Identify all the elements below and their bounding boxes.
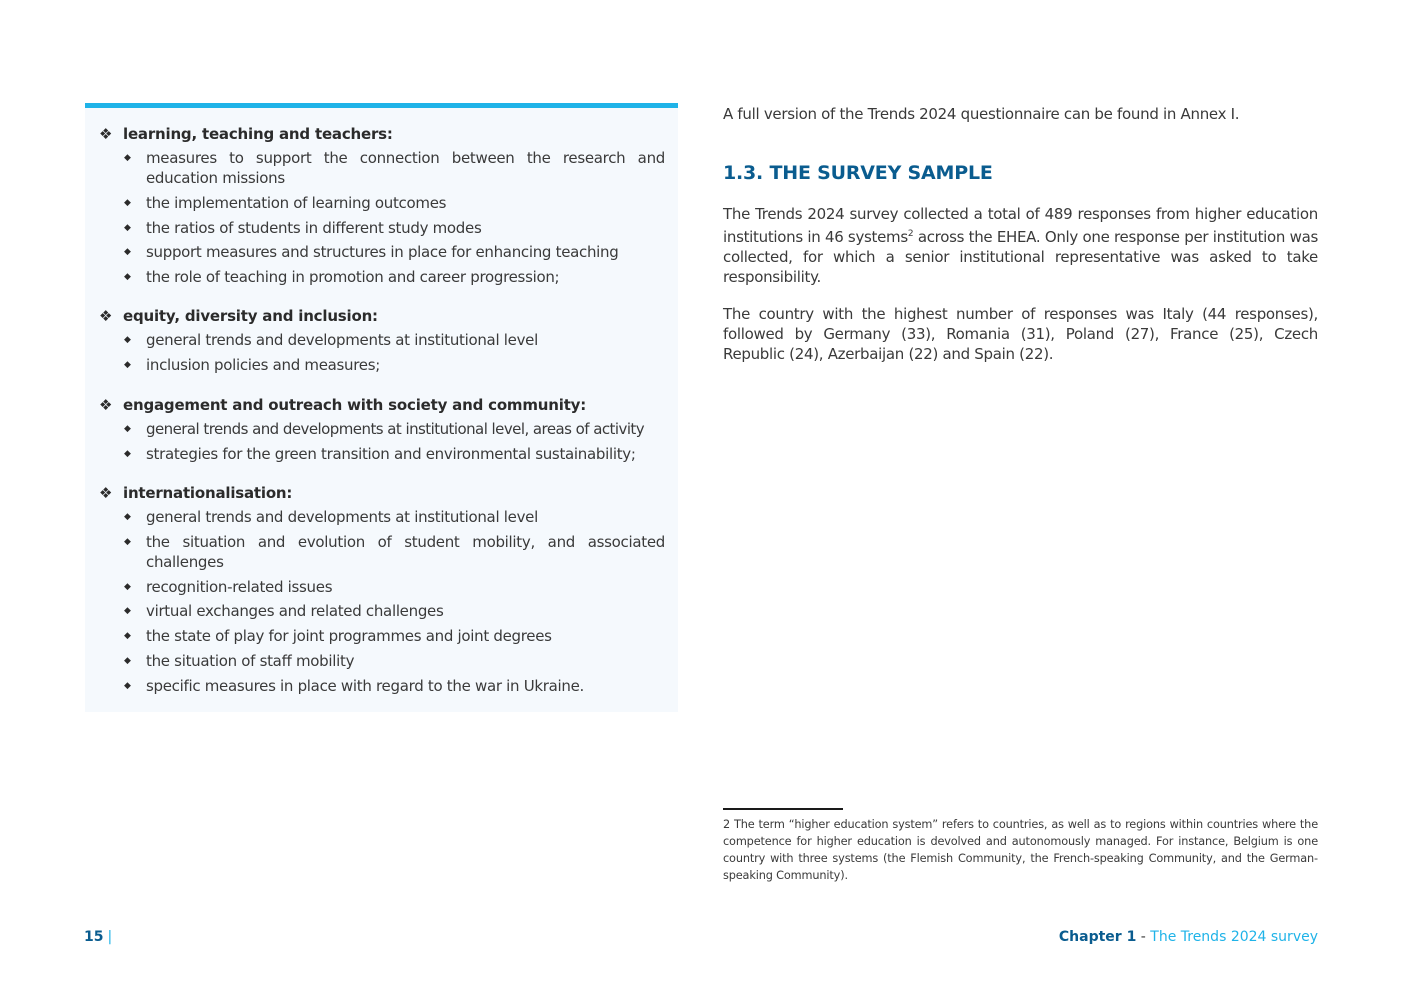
page-separator: | <box>107 929 113 945</box>
diamond-bullet-icon: ◆ <box>124 512 131 522</box>
list-item: ◆ recognition-related issues <box>124 577 333 596</box>
topic-section-learning <box>99 124 665 292</box>
intro-paragraph-block <box>723 104 1318 124</box>
list-item: ◆ the implementation of learning outcomes <box>124 193 447 212</box>
diamond-bullet-icon: ◆ <box>124 222 131 233</box>
list-item: ◆ the state of play for joint programmes and joint degrees <box>124 627 552 646</box>
intro-paragraph: A full version of the Trends 2024 questionnaire can be found in Annex I. <box>723 105 1240 123</box>
diamond-bullet-icon: ◆ <box>124 680 131 691</box>
list-item: ◆ inclusion policies and measures; <box>124 355 380 374</box>
list-item: ◆ strategies for the green transition and environmental sustainability; <box>124 444 636 463</box>
four-diamond-bullet-icon: ❖ <box>99 307 113 325</box>
chapter-label: Chapter 1 <box>1058 929 1137 945</box>
survey-sample-paragraph-2: The country with the highest number of responses was Italy (44 responses), followed by Germany (33), Romania (31), Poland (27), France (25), Czech Republic (24), Azerbaijan (22) and Spain (22). <box>723 305 1318 363</box>
section-heading: 1.3. THE SURVEY SAMPLE <box>723 162 993 184</box>
section-title: engagement and outreach with society and community: <box>123 396 587 414</box>
four-diamond-bullet-icon: ❖ <box>99 125 113 143</box>
four-diamond-bullet-icon: ❖ <box>99 396 113 414</box>
diamond-bullet-icon: ◆ <box>124 606 131 617</box>
topic-section-engagement <box>99 395 665 469</box>
footnote: 2 The term “higher education system” refers to countries, as well as to regions within countries where the competence for higher education is devolved and autonomously managed. For instance, Belgium is one country with three systems (the Flemish Community, the French-speaking Community, and the German-speaking Community). <box>723 818 1318 882</box>
list-item: ◆ specific measures in place with regard to the war in Ukraine. <box>124 676 585 695</box>
survey-sample-paragraph-1: The Trends 2024 survey collected a total of 489 responses from higher education institutions in 46 systems$^2$ across the EHEA. Only one response per institution was collected, for which a senior institutional representative was asked to take responsibility. <box>723 205 1318 286</box>
diamond-bullet-icon: ◆ <box>124 424 131 434</box>
four-diamond-bullet-icon: ❖ <box>99 484 113 502</box>
diamond-bullet-icon: ◆ <box>124 448 131 459</box>
diamond-bullet-icon: ◆ <box>124 153 131 163</box>
diamond-bullet-icon: ◆ <box>124 631 131 642</box>
diamond-bullet-icon: ◆ <box>124 581 131 592</box>
list-item: ◆ the ratios of students in different study modes <box>124 218 482 237</box>
section-title: learning, teaching and teachers: <box>123 125 393 143</box>
diamond-bullet-icon: ◆ <box>124 335 131 345</box>
section-title: equity, diversity and inclusion: <box>123 307 378 325</box>
list-item: ◆ general trends and developments at institutional level <box>124 331 538 349</box>
diamond-bullet-icon: ◆ <box>124 272 131 283</box>
diamond-bullet-icon: ◆ <box>124 247 131 258</box>
list-item: ◆ virtual exchanges and related challenges <box>124 602 444 621</box>
list-item: ◆ the situation and evolution of student mobility, and associated challenges <box>124 532 665 571</box>
section-title: internationalisation: <box>123 484 293 502</box>
list-item: ◆ general trends and developments at institutional level, areas of activity <box>124 420 645 438</box>
footnote-ref[interactable]: 2 <box>907 229 914 239</box>
list-item: ◆ the situation of staff mobility <box>124 651 355 670</box>
list-item: ◆ support measures and structures in place for enhancing teaching <box>124 243 619 262</box>
topics-box <box>85 103 678 712</box>
list-item: ◆ the role of teaching in promotion and career progression; <box>124 268 560 287</box>
list-item: ◆ measures to support the connection between the research and education missions <box>124 149 665 187</box>
footnote-divider <box>723 808 843 810</box>
page-number: 15 | <box>84 929 113 945</box>
diamond-bullet-icon: ◆ <box>124 536 131 547</box>
diamond-bullet-icon: ◆ <box>124 655 131 666</box>
topic-section-internationalisation <box>99 483 665 701</box>
diamond-bullet-icon: ◆ <box>124 197 131 208</box>
list-item: ◆ general trends and developments at institutional level <box>124 508 538 526</box>
chapter-title: The Trends 2024 survey <box>1150 929 1318 945</box>
chapter-dash: - <box>1136 929 1151 945</box>
chapter-footer <box>1059 929 1318 945</box>
topic-section-equity <box>99 306 665 380</box>
diamond-bullet-icon: ◆ <box>124 359 131 370</box>
